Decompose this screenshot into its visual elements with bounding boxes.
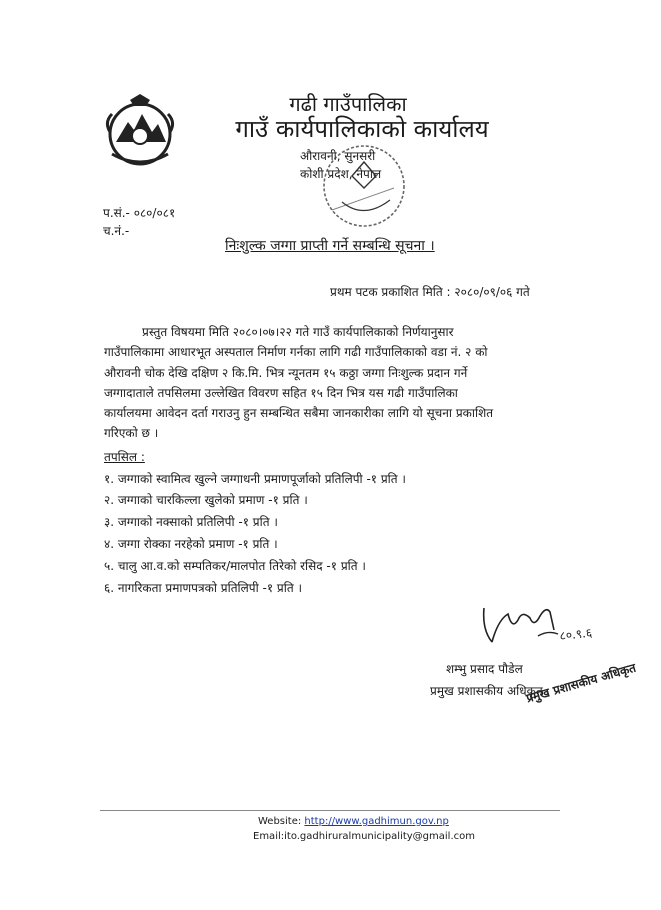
body-line: प्रस्तुत विषयमा मिति २०८०।०७।२२ गते गाउँ कार्यपालिकाको निर्णयानुसार: [142, 325, 454, 339]
office-name: गाउँ कार्यपालिकाको कार्यालय: [235, 115, 489, 143]
address-line-2: कोशी प्रदेश, नेपाल: [300, 167, 382, 181]
website-label: Website:: [258, 816, 302, 827]
designation-stamp: प्रमुख प्रशासकीय अधिकृत: [524, 660, 638, 706]
list-item: ३. जग्गाको नक्साको प्रतिलिपी -१ प्रति ।: [104, 515, 278, 529]
footer-website: [258, 816, 449, 827]
body-line: औरावनी चोक देखि दक्षिण २ कि.मि. भित्र न्यूनतम १५ कठ्ठा जग्गा निःशुल्क प्रदान गर्ने: [104, 365, 468, 380]
notice-subject: निःशुल्क जग्गा प्राप्ती गर्ने सम्बन्धि सूचना ।: [225, 238, 435, 254]
address-line-1: औरावनी, सुनसरी: [300, 149, 376, 163]
signature-date: ८०.९.६: [558, 625, 593, 643]
list-item: ५. चालु आ.व.को सम्पतिकर/मालपोत तिरेको रसिद -१ प्रति ।: [104, 559, 366, 573]
office-seal-stamp: [312, 140, 412, 232]
publication-date: प्रथम पटक प्रकाशित मिति : २०८०/०९/०६ गते: [330, 285, 530, 299]
notice-body: [104, 322, 610, 444]
footer-email: Email:ito.gadhiruralmunicipality@gmail.com: [253, 831, 475, 842]
body-line: जग्गादाताले तपसिलमा उल्लेखित विवरण सहित १५ दिन भित्र यस गढी गाउँपालिका: [104, 385, 458, 400]
footer-divider: [100, 810, 560, 811]
signatory-title: प्रमुख प्रशासकीय अधिकृत: [430, 684, 543, 698]
body-line: गरिएको छ ।: [104, 426, 159, 441]
list-heading: तपसिल :: [104, 450, 145, 464]
list-item: ६. नागरिकता प्रमाणपत्रको प्रतिलिपी -१ प्रति ।: [104, 581, 303, 595]
letter-number: प.सं.- ०८०/०८१: [103, 206, 176, 220]
municipality-name: गढी गाउँपालिका: [289, 92, 407, 116]
signatory-name: शम्भु प्रसाद पौडेल: [446, 662, 523, 676]
list-item: ४. जग्गा रोक्का नरहेको प्रमाण -१ प्रति ।: [104, 537, 278, 551]
list-item: १. जग्गाको स्वामित्व खुल्ने जग्गाधनी प्रमाणपूर्जाको प्रतिलिपी -१ प्रति ।: [104, 472, 406, 486]
body-line: कार्यालयमा आवेदन दर्ता गराउनु हुन सम्बन्धित सबैमा जानकारीका लागि यो सूचना प्रकाशित: [104, 406, 494, 421]
body-line: गाउँपालिकामा आधारभूत अस्पताल निर्माण गर्नका लागि गढी गाउँपालिकाको वडा नं. २ को: [104, 345, 488, 360]
website-link[interactable]: http://www.gadhimun.gov.np: [304, 816, 449, 827]
nepal-government-emblem-icon: [100, 92, 180, 172]
dispatch-number: च.नं.-: [103, 224, 130, 238]
handwritten-signature: [478, 600, 608, 650]
list-item: २. जग्गाको चारकिल्ला खुलेको प्रमाण -१ प्रति ।: [104, 493, 308, 507]
